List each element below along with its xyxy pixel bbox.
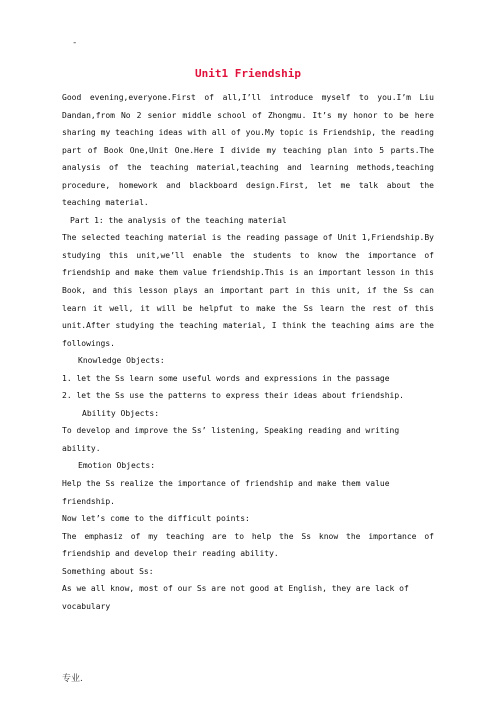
knowledge-item-2: 2. let the Ss use the patterns to express their ideas about friendship.	[62, 391, 404, 401]
ability-objects-heading: Ability Objects:	[82, 408, 160, 418]
emotion-objects-heading: Emotion Objects:	[78, 461, 156, 471]
selected-material-paragraph: The selected teaching material is the reading passage of Unit 1,Friendship.By studying this unit,we’ll enable the students to know the importance of friendship and make them value friendship.This is an important lesson in this Book, and this lesson plays an important part in this unit, if the Ss can learn it well, it will be helpfut to make the Ss learn the rest of this unit.After studying the teaching material, I think the teaching aims are the followings.	[62, 233, 434, 348]
as-we-all-know-line: As we all know, most of our Ss are not good at English, they are lack of vocabulary	[62, 584, 409, 611]
something-about-ss-heading: Something about Ss:	[62, 566, 154, 576]
knowledge-objects-heading: Knowledge Objects:	[78, 356, 165, 366]
document-body	[62, 89, 434, 615]
document-title: Unit1 Friendship	[195, 67, 301, 80]
emphasis-paragraph: The emphasiz of my teaching are to help the Ss know the importance of friendship and develop their reading ability.	[62, 531, 434, 559]
intro-paragraph: Good evening,everyone.First of all,I’ll introduce myself to you.I’m Liu Dandan,from No 2 senior middle school of Zhongmu. It’s my honor to be here sharing my teaching ideas with all of you.My topic is Friendship, the reading part of Book One,Unit One.Here I divide my teaching plan into 5 parts.The analysis of the teaching material,teaching and learning methods,teaching procedure, homework and blackboard design.First, let me talk about the teaching material.	[62, 93, 434, 208]
header-mark: -	[72, 38, 78, 48]
knowledge-item-1: 1. let the Ss learn some useful words and expressions in the passage	[62, 373, 390, 383]
emotion-objects-text: Help the Ss realize the importance of friendship and make them value friendship.	[62, 479, 390, 506]
part1-heading: Part 1: the analysis of the teaching material	[70, 215, 287, 225]
difficult-points-line: Now let’s come to the difficult points:	[62, 514, 250, 524]
ability-objects-text: To develop and improve the Ss’ listening, Speaking reading and writing ability.	[62, 426, 400, 453]
page-footer: 专业.	[62, 674, 83, 684]
